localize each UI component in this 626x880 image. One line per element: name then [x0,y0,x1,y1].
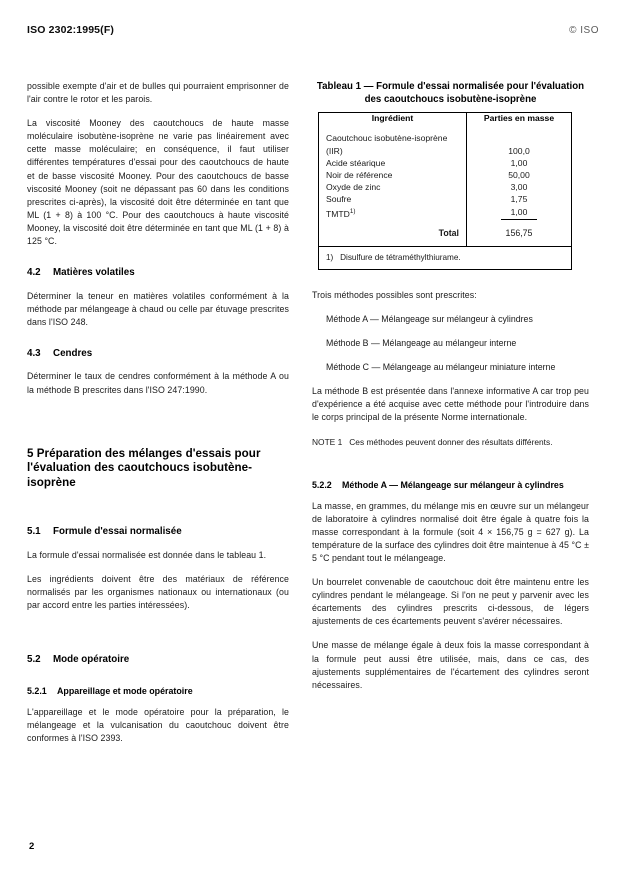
heading-5-2-1-number: 5.2.1 [27,685,47,696]
cell-parts: 1,75 [467,193,572,205]
heading-5-2 [27,654,289,667]
cell-parts: 1,00 [467,157,572,169]
paragraph-method-b-annex: La méthode B est présentée dans l'annexe informative A car trop peu d'expérience a été acquise avec cette méthode pour l'introduire dans le corps principal de la présente Norme internationale. [312,385,589,423]
paragraph-5-1-a: La formule d'essai normalisée est donnée dans le tableau 1. [27,549,267,560]
paragraph-5-2-2-a: La masse, en grammes, du mélange mis en œuvre sur un mélangeur de laboratoire à cylindres normalisé doit être égale à quatre fois la masse correspondant à la formule (soit 4 × 156,75 g = 627 g). La température de la surface des cylindres doit être maintenue à 45 °C ± 5 °C pendant tout le mélangeage. [312,500,589,563]
cell-ingredient: Noir de référence [319,169,467,181]
total-value: 156,75 [467,220,572,247]
heading-4-2 [27,267,289,280]
paragraph-5-2-1: L'appareillage et le mode opératoire pour la préparation, le mélangeage et la vulcanisation du caoutchouc doivent être conformes à l'ISO 2393. [27,706,289,743]
paragraph-5-1-b: Les ingrédients doivent être des matériaux de référence normalisés par les organismes nationaux ou internationaux (ou par accord entre les parties intéressées). [27,573,289,611]
table-row [319,157,572,169]
table-footnote [319,247,572,270]
column-header-ingredient: Ingrédient [319,113,467,124]
cell-ingredient [319,206,467,220]
table-1-head [319,113,572,124]
table-row [319,123,572,156]
spacer [27,501,289,507]
total-label: Total [319,220,467,247]
cell-ingredient-label: TMTD [326,208,350,219]
spacer [312,449,589,461]
heading-5-2-2-number: 5.2.2 [312,479,332,490]
heading-5-1-title: Formule d'essai normalisée [53,526,182,538]
column-header-parts: Parties en masse [467,113,572,124]
cell-parts: 50,00 [467,169,572,181]
table-1-caption: Tableau 1 — Formule d'essai normalisée pour l'évaluation des caoutchoucs isobutène-isoprène [316,81,585,106]
paragraph-5-2-2-b: Un bourrelet convenable de caoutchouc doit être maintenu entre les cylindres pendant le mélangeage. Si l'on ne peut y parvenir avec les écartements des cylindres prescrits ci-dessous, de légers ajustements de ces écartements peuvent s'avérer nécessaires. [312,577,589,627]
table-row [319,181,572,193]
cell-parts [467,206,572,220]
copyright-notice: © ISO [569,25,599,36]
heading-5-2-1 [27,685,289,697]
table-row [319,193,572,205]
heading-4-3-number: 4.3 [27,347,41,359]
cell-ingredient: Oxyde de zinc [319,181,467,193]
table-header-row [319,113,572,124]
spacer [27,408,289,427]
heading-5-1 [27,526,289,539]
note-1-label: NOTE 1 [312,437,343,448]
cell-parts: 100,0 [467,123,572,156]
heading-5-2-1-title: Appareillage et mode opératoire [57,685,193,696]
heading-5-2-title: Mode opératoire [53,654,130,666]
heading-5-2-2-title: Méthode A — Mélangeage sur mélangeur à cylindres [342,479,564,490]
note-1-text: Ces méthodes peuvent donner des résultats différents. [349,437,553,448]
cell-parts-value: 1,00 [501,206,538,220]
table-total-row [319,220,572,247]
cell-ingredient: Acide stéarique [319,157,467,169]
footnote-marker: 1) [349,207,356,215]
heading-clause-5: 5 Préparation des mélanges d'essais pour l'évaluation des caoutchoucs isobutène-isoprène [27,446,261,489]
note-1 [312,436,589,448]
paragraph-methods-intro: Trois méthodes possibles sont prescrites: [312,289,477,300]
standard-reference: ISO 2302:1995(F) [27,24,115,36]
cell-ingredient: Caoutchouc isobutène-isoprène (IIR) [319,123,467,156]
heading-5-1-number: 5.1 [27,526,41,538]
table-footnote-row [319,247,572,270]
table-footnote-text: Disulfure de tétraméthylthiurame. [340,253,461,263]
left-column [27,80,289,756]
table-footnote-marker: 1) [326,253,334,263]
spacer [312,270,589,289]
heading-4-3-title: Cendres [53,347,93,359]
right-column [312,80,589,703]
heading-4-3 [27,348,289,361]
methods-list [312,313,589,374]
table-1-wrapper [312,80,589,270]
method-item-c: Méthode C — Mélangeage au mélangeur miniature interne [326,361,556,372]
table-row [319,206,572,220]
paragraph-5-2-2-c: Une masse de mélange égale à deux fois la masse correspondant à la formule peut aussi être utilisée, mais, dans ce cas, des ajustements supplémentaires de l'écartement des cylindres seront nécessaires. [312,640,589,690]
table-1-body [319,123,572,269]
paragraph-continued: possible exempte d'air et de bulles qui pourraient emprisonner de l'air contre le rotor et les parois. [27,81,289,105]
running-head [27,24,599,40]
heading-4-2-number: 4.2 [27,267,41,279]
two-column-body [27,80,599,820]
cell-parts: 3,00 [467,181,572,193]
heading-5-2-number: 5.2 [27,654,41,666]
method-item-a: Méthode A — Mélangeage sur mélangeur à cylindres [326,313,533,324]
heading-4-2-title: Matières volatiles [53,267,135,279]
paragraph-4-2: Déterminer la teneur en matières volatiles conformément à la méthode par mélangeage à chaud ou celle par étuvage prescrites dans l'ISO 248. [27,290,289,327]
paragraph-mooney-viscosity: La viscosité Mooney des caoutchoucs de haute masse moléculaire isobutène-isoprène ne varie pas linéairement avec cette masse moléculaire; en conséquence, il faut utiliser différentes températures d'essai pour des caoutchoucs de haute et de basse viscosité Mooney. Pour des caoutchoucs de basse viscosité Mooney (soit ne dépassant pas 60 dans les conditions prescrites ci-après), la viscosité doit être déterminée en tant que ML (1 + 8) à 100 °C. Pour des caoutchoucs à haute viscosité Mooney, la viscosité doit être déterminée en tant que ML (1 + 8) à 125 °C. [27,118,289,247]
paragraph-4-3: Déterminer le taux de cendres conformément à la méthode A ou la méthode B prescrites dans l'ISO 247:1990. [27,371,289,395]
table-1 [318,112,572,269]
method-item-b: Méthode B — Mélangeage au mélangeur interne [326,337,517,348]
table-row [319,169,572,181]
spacer [27,623,289,635]
cell-ingredient: Soufre [319,193,467,205]
page-number: 2 [29,841,35,852]
heading-5-2-2 [312,479,589,491]
